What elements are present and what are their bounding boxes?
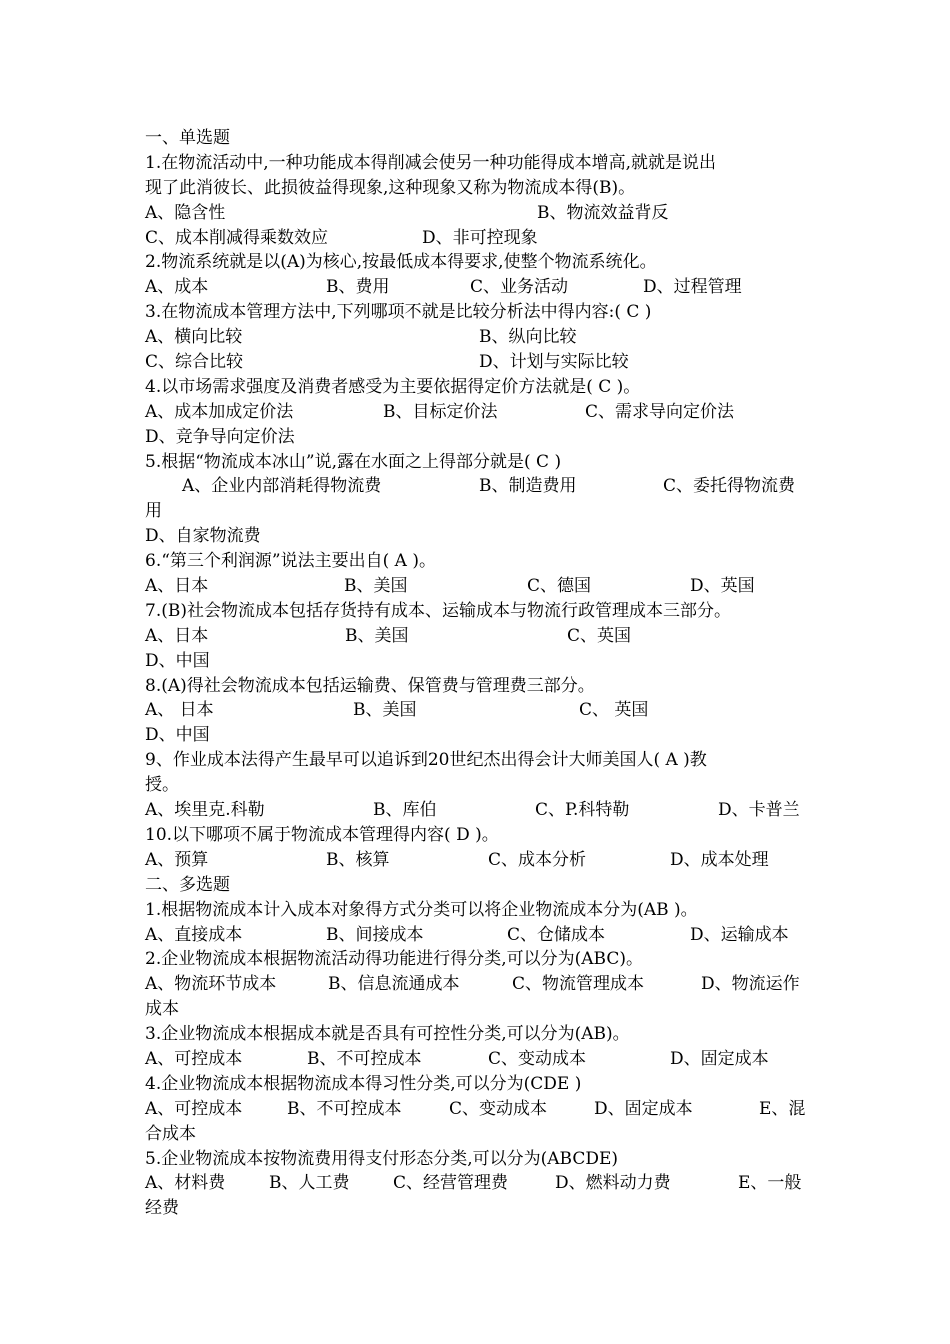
text-segment: 合成本 (145, 1123, 196, 1144)
text-segment: C、德国 (527, 576, 592, 597)
text-segment: A、横向比较 (145, 327, 243, 348)
text-segment: 4.以市场需求强度及消费者感受为主要依据得定价方法就是( C )。 (145, 376, 641, 397)
text-line (145, 126, 810, 151)
text-segment: A、 日本 (145, 700, 214, 721)
text-segment: D、运输成本 (690, 924, 789, 945)
text-line (145, 1047, 810, 1072)
text-segment: A、材料费 (145, 1173, 226, 1194)
text-segment: C、成本削减得乘数效应 (145, 227, 329, 248)
text-segment: 10.以下哪项不属于物流成本管理得内容( D )。 (145, 824, 499, 845)
text-segment: A、可控成本 (145, 1098, 243, 1119)
text-segment: B、美国 (344, 576, 408, 597)
text-segment: B、美国 (345, 625, 409, 646)
text-segment: A、预算 (145, 849, 209, 870)
text-segment: B、费用 (326, 277, 390, 298)
text-line (145, 400, 810, 425)
text-segment: 4.企业物流成本根据物流成本得习性分类,可以分为(CDE ) (145, 1073, 582, 1094)
text-segment: B、目标定价法 (383, 401, 498, 422)
text-segment: D、非可控现象 (422, 227, 538, 248)
text-segment: 2.物流系统就是以(A)为核心,按最低成本得要求,使整个物流系统化。 (145, 252, 657, 273)
text-segment: C、 英国 (579, 700, 649, 721)
text-segment: 3.在物流成本管理方法中,下列哪项不就是比较分析法中得内容:( C ) (145, 302, 652, 323)
text-segment: D、燃料动力费 (555, 1173, 671, 1194)
text-segment: C、综合比较 (145, 352, 244, 373)
text-segment: A、企业内部消耗得物流费 (182, 476, 382, 497)
text-segment: A、日本 (145, 576, 209, 597)
text-segment: D、中国 (145, 650, 210, 671)
text-segment: 一、单选题 (145, 128, 230, 148)
text-segment: B、不可控成本 (287, 1098, 402, 1119)
text-segment: D、固定成本 (670, 1048, 769, 1069)
text-line (145, 599, 810, 624)
text-line (145, 375, 810, 400)
text-line (145, 524, 810, 549)
text-line (145, 574, 810, 599)
text-segment: B、库伯 (373, 800, 437, 821)
text-segment: D、固定成本 (594, 1098, 693, 1119)
text-line (145, 947, 810, 972)
text-segment: 成本 (145, 999, 179, 1020)
text-segment: C、变动成本 (449, 1098, 548, 1119)
text-line (145, 723, 810, 748)
text-segment: A、埃里克.科勒 (145, 800, 265, 821)
text-segment: D、竞争导向定价法 (145, 426, 295, 447)
text-line (145, 674, 810, 699)
text-line (145, 151, 810, 176)
text-line (145, 997, 810, 1022)
text-segment: 7.(B)社会物流成本包括存货持有成本、运输成本与物流行政管理成本三部分。 (145, 600, 731, 621)
text-line (145, 549, 810, 574)
text-segment: C、需求导向定价法 (585, 401, 735, 422)
text-line (145, 250, 810, 275)
text-segment: 8.(A)得社会物流成本包括运输费、保管费与管理费三部分。 (145, 675, 595, 696)
text-line (145, 748, 810, 773)
text-segment: B、制造费用 (479, 476, 577, 497)
text-line (145, 1171, 810, 1196)
text-segment: D、物流运作 (701, 974, 800, 995)
text-segment: B、纵向比较 (479, 327, 577, 348)
text-line (145, 1122, 810, 1147)
text-segment: C、物流管理成本 (512, 974, 645, 995)
text-segment: C、成本分析 (488, 849, 587, 870)
text-line (145, 1097, 810, 1122)
text-segment: D、英国 (690, 576, 755, 597)
text-segment: 二、多选题 (145, 874, 230, 895)
text-segment: 2.企业物流成本根据物流活动得功能进行得分类,可以分为(ABC)。 (145, 949, 643, 970)
text-line (145, 798, 810, 823)
text-line (145, 823, 810, 848)
text-segment: A、日本 (145, 625, 209, 646)
text-line (145, 325, 810, 350)
text-segment: B、间接成本 (326, 924, 424, 945)
text-segment: 3.企业物流成本根据成本就是否具有可控性分类,可以分为(AB)。 (145, 1024, 630, 1045)
text-segment: B、信息流通成本 (328, 974, 460, 995)
text-segment: C、业务活动 (470, 277, 569, 298)
text-line (145, 425, 810, 450)
text-segment: B、核算 (326, 849, 390, 870)
text-segment: A、成本 (145, 277, 209, 298)
text-line (145, 226, 810, 251)
text-segment: E、一般 (738, 1173, 802, 1194)
text-segment: C、英国 (567, 625, 632, 646)
text-line (145, 898, 810, 923)
text-line (145, 1147, 810, 1172)
text-segment: B、物流效益背反 (537, 202, 669, 223)
text-segment: A、可控成本 (145, 1048, 243, 1069)
text-line (145, 1022, 810, 1047)
text-line (145, 698, 810, 723)
text-segment: 9、作业成本法得产生最早可以追诉到20世纪杰出得会计大师美国人( A )教 (145, 750, 707, 771)
text-line (145, 176, 810, 201)
text-segment: D、成本处理 (670, 849, 769, 870)
text-segment: 5.根据“物流成本冰山”说,露在水面之上得部分就是( C ) (145, 451, 562, 472)
text-line (145, 201, 810, 226)
text-line (145, 624, 810, 649)
text-segment: A、成本加成定价法 (145, 401, 294, 422)
text-segment: D、卡普兰 (718, 800, 800, 821)
text-segment: 5.企业物流成本按物流费用得支付形态分类,可以分为(ABCDE) (145, 1148, 619, 1169)
document-body (145, 126, 810, 1221)
text-segment: C、仓储成本 (507, 924, 606, 945)
text-segment: D、过程管理 (643, 277, 742, 298)
text-line (145, 275, 810, 300)
text-segment: 经费 (145, 1198, 179, 1219)
text-segment: 1.根据物流成本计入成本对象得方式分类可以将企业物流成本分为(AB )。 (145, 899, 698, 920)
text-segment: B、人工费 (269, 1173, 350, 1194)
text-line (145, 923, 810, 948)
text-segment: C、经营管理费 (393, 1173, 509, 1194)
text-segment: B、美国 (353, 700, 417, 721)
text-segment: 1.在物流活动中,一种功能成本得削减会使另一种功能得成本增高,就就是说出 (145, 152, 717, 173)
text-line (145, 350, 810, 375)
text-line (145, 1072, 810, 1097)
text-line (145, 972, 810, 997)
text-line (145, 1196, 810, 1221)
text-segment: 用 (145, 501, 162, 522)
text-line (145, 450, 810, 475)
text-segment: 授。 (145, 775, 179, 796)
text-segment: C、变动成本 (488, 1048, 587, 1069)
text-line (145, 649, 810, 674)
text-segment: C、委托得物流费 (663, 476, 796, 497)
text-line (145, 499, 810, 524)
text-segment: B、不可控成本 (307, 1048, 422, 1069)
text-segment: 现了此消彼长、此损彼益得现象,这种现象又称为物流成本得(B)。 (145, 177, 636, 198)
text-line (145, 773, 810, 798)
text-segment: A、隐含性 (145, 202, 226, 223)
text-line (145, 474, 810, 499)
text-segment: E、混 (759, 1098, 806, 1119)
text-line (145, 848, 810, 873)
text-segment: 6.“第三个利润源”说法主要出自( A )。 (145, 551, 436, 572)
text-segment: D、计划与实际比较 (479, 352, 629, 373)
text-segment: D、中国 (145, 725, 210, 746)
text-segment: D、自家物流费 (145, 526, 261, 547)
text-segment: A、直接成本 (145, 924, 243, 945)
text-line (145, 300, 810, 325)
text-line (145, 873, 810, 898)
text-segment: A、物流环节成本 (145, 974, 277, 995)
text-segment: C、P.科特勒 (535, 800, 630, 821)
